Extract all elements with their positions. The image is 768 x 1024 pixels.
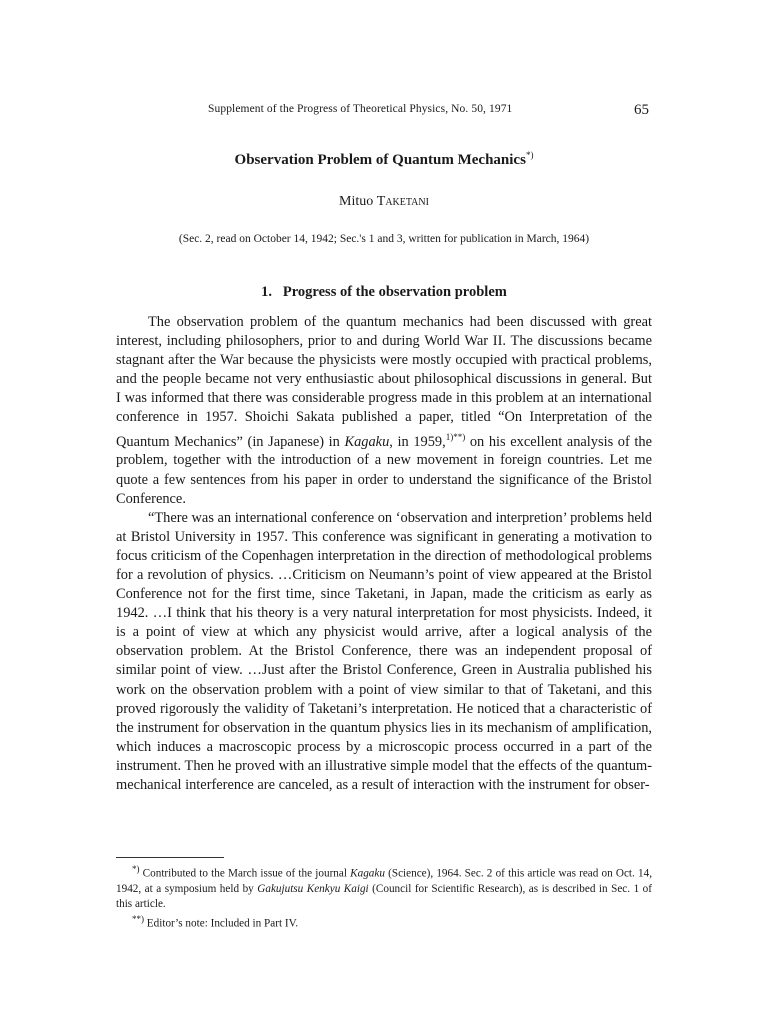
footnote-2-marker: **) <box>132 913 144 924</box>
paragraph-1-part-2: , in 1959, <box>389 433 446 450</box>
page-number: 65 <box>634 102 649 118</box>
paragraph-1 <box>116 313 652 509</box>
reference-marker: 1)**) <box>445 431 466 442</box>
footnotes <box>116 862 652 931</box>
footnote-1-journal: Kagaku <box>350 867 385 880</box>
paragraph-1-part-1: The observation problem of the quantum mechanics had been discussed with great interest, including philosophers, prior to and during World War II. The discussions became stagnant after the War because the physicists were mostly occupied with practical problems, and the people became not very enthusiastic about philosophical discussions in general. But I was informed that there was considerable progress made in this problem at an international conference in 1957. Shoichi Sakata published a paper, titled “On Interpretation of the Quantum Mechanics” (in Japanese) in <box>116 314 652 450</box>
paragraph-2: “There was an international conference on ‘observation and interpretion’ problems held at Bristol University in 1957. This conference was significant in generating a motivation to focus criticism of the Copenhagen interpretation in the direction of methodological problems for a revolution of physics. …Criticism on Neumann’s point of view appeared at the Bristol Conference not for the first time, since Taketani, in Japan, made the criticism as early as 1942. …I think that his theory is a very natural interpretation for most physicists. Indeed, it is a point of view at which any physicist would arrive, after a logical analysis of the observation problem. At the Bristol Conference, there was an independent proposal of similar point of view. …Just after the Bristol Conference, Green in Australia published his work on the observation problem with a point of view similar to that of Taketani, and this proved rigorously the validity of Taketani’s interpretation. He noticed that a characteristic of the instrument for observation in the quantum physics lies in its mechanism of amplification, which induces a macroscopic process by a microscopic process occurred in a part of the instrument. Then he proved with an illustrative simple model that the effects of the quantum-mechanical interference are canceled, as a result of interaction with the instrument for obser- <box>116 509 653 794</box>
section-title: Progress of the observation problem <box>282 284 507 300</box>
author-line <box>0 194 768 210</box>
footnote-2 <box>116 912 652 932</box>
article-title <box>0 150 768 169</box>
footnote-1-part-3: (Council for Scientific Research), as is described in Sec. 1 of this article. <box>116 882 652 910</box>
running-head: Supplement of the Progress of Theoretical Physics, No. 50, 1971 <box>208 103 513 115</box>
footnote-2-text: Editor’s note: Included in Part IV. <box>144 917 299 930</box>
footnote-1 <box>116 862 652 912</box>
footnote-1-org: Gakujutsu Kenkyu Kaigi <box>257 882 369 895</box>
title-footnote-marker: *) <box>525 150 534 160</box>
section-number: 1. <box>261 284 273 300</box>
footnote-rule <box>116 857 224 858</box>
author-given-name: Mituo <box>339 194 377 209</box>
body-text <box>116 313 652 795</box>
footnote-1-part-1: Contributed to the March issue of the journal <box>139 867 351 880</box>
section-heading <box>0 284 768 301</box>
dates-note: (Sec. 2, read on October 14, 1942; Sec.'s 1 and 3, written for publication in March, 1964) <box>178 233 590 245</box>
footnote-1-marker: *) <box>132 864 140 874</box>
title-text: Observation Problem of Quantum Mechanics <box>234 152 526 168</box>
paragraph-1-part-3: on his excellent analysis of the problem, together with the introduction of a new movement in foreign countries. Let me quote a few sentences from his paper in order to understand the significance of the Bristol Conference. <box>116 433 652 507</box>
footnote-1-part-2: (Science), 1964. Sec. 2 of this article was read on Oct. 14, 1942, at a symposium held by <box>116 867 652 895</box>
author-family-name: Taketani <box>376 194 429 209</box>
journal-name: Kagaku <box>344 433 390 450</box>
